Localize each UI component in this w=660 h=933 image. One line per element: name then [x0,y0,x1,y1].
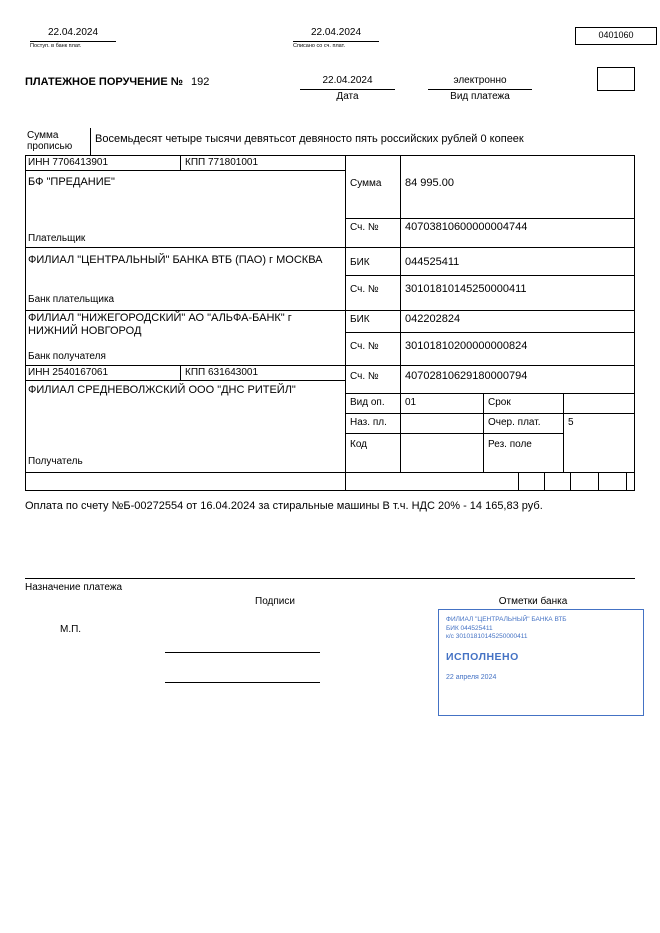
table-border [598,472,599,490]
payer-inn: ИНН 7706413901 [28,157,109,168]
payer-account: 40703810600000004744 [405,221,528,233]
table-border [25,310,635,311]
payee-name: ФИЛИАЛ СРЕДНЕВОЛЖСКИЙ ООО "ДНС РИТЕЙЛ" [28,384,296,396]
priority-value: 5 [568,417,574,428]
table-border [634,155,635,490]
stamp-date: 22 апреля 2024 [446,673,497,681]
doc-title: ПЛАТЕЖНОЕ ПОРУЧЕНИЕ № [25,76,183,88]
payee-account-label: Сч. № [350,371,379,382]
payment-kind-label: Вид платежа [450,91,510,102]
received-date: 22.04.2024 [30,27,116,42]
payer-bank-account-label: Сч. № [350,284,379,295]
bank-stamp [438,609,644,716]
reserve-field-label: Рез. поле [488,439,532,450]
stamp-corr-account: к/с 30101810145250000411 [446,633,528,640]
table-border [25,380,345,381]
table-border [25,490,635,491]
table-border [25,155,26,490]
doc-number: 192 [190,76,210,88]
signatures-label: Подписи [255,596,295,607]
doc-date-label: Дата [336,91,359,102]
table-border [345,393,635,394]
table-border [544,472,545,490]
table-border [25,170,345,171]
pay-purpose-code-label: Наз. пл. [350,417,387,428]
payment-kind: электронно [428,75,532,90]
code-label: Код [350,439,368,450]
table-border [400,155,401,472]
bank-marks-label: Отметки банка [498,596,568,607]
table-border [345,155,346,490]
debited-date: 22.04.2024 [293,27,379,42]
table-border [345,218,635,219]
term-label: Срок [488,397,511,408]
payer-name: БФ "ПРЕДАНИЕ" [28,176,115,188]
table-border [345,433,563,434]
stamp-bank-name: ФИЛИАЛ "ЦЕНТРАЛЬНЫЙ" БАНКА ВТБ [446,616,567,623]
payer-bank-section-label: Банк плательщика [28,294,115,305]
amount-value: 84 995.00 [405,177,454,189]
table-border [563,393,564,472]
table-border [90,128,91,155]
payee-bank-name: ФИЛИАЛ "НИЖЕГОРОДСКИЙ" АО "АЛЬФА-БАНК" г НИЖНИЙ НОВГОРОД [28,312,292,337]
received-date-label: Поступ. в банк плат. [30,43,82,49]
payee-bank-bik: 042202824 [405,313,461,325]
signature-line [165,682,320,683]
table-border [518,472,519,490]
op-kind-value: 01 [405,397,417,408]
table-border [25,155,635,156]
payee-bank-account-label: Сч. № [350,341,379,352]
amount-in-words: Восемьдесят четыре тысячи девятьсот девяносто пять российских рублей 0 копеек [95,133,524,145]
table-border [345,275,635,276]
debited-date-block [293,27,379,50]
signature-line [165,652,320,653]
table-border [626,472,627,490]
payee-inn: ИНН 2540167061 [28,367,109,378]
stamp-status: ИСПОЛНЕНО [446,650,519,663]
payee-bank-account: 30101810200000000824 [405,340,528,352]
payee-bank-bik-label: БИК [350,314,370,325]
amount-in-words-label: Сумма прописью [27,130,73,152]
payment-kind-block [428,75,532,103]
divider-line [25,578,635,579]
doc-title-row [25,76,209,89]
table-border [570,472,571,490]
stamp-bik: БИК 044525411 [446,624,493,632]
table-border [345,332,635,333]
doc-date-block [300,75,395,103]
payer-bank-name: ФИЛИАЛ "ЦЕНТРАЛЬНЫЙ" БАНКА ВТБ (ПАО) г МОСКВА [28,254,323,266]
payment-purpose-text: Оплата по счету №Б-00272554 от 16.04.2024 за стиральные машины В т.ч. НДС 20% - 14 165,83 руб. [25,500,543,512]
payer-kpp: КПП 771801001 [185,157,259,168]
table-border [345,413,635,414]
payer-section-label: Плательщик [28,233,86,244]
payer-account-label: Сч. № [350,222,379,233]
payee-account: 40702810629180000794 [405,370,528,382]
payer-bank-bik: 044525411 [405,256,460,268]
payee-section-label: Получатель [28,456,83,467]
payment-purpose-label: Назначение платежа [25,582,123,593]
status-code-box [597,67,635,91]
form-code: 0401060 [575,27,657,45]
amount-label: Сумма [350,178,382,189]
payee-kpp: КПП 631643001 [185,367,259,378]
payer-bank-bik-label: БИК [350,257,370,268]
debited-date-label: Списано со сч. плат. [293,43,346,49]
table-border [483,393,484,472]
payee-bank-section-label: Банк получателя [28,351,106,362]
op-kind-label: Вид оп. [350,397,385,408]
seal-label: М.П. [60,624,82,635]
priority-label: Очер. плат. [488,417,541,428]
table-border [180,365,181,380]
table-border [25,247,635,248]
table-border [180,155,181,170]
table-border [25,365,635,366]
payer-bank-account: 30101810145250000411 [405,283,527,295]
received-date-block [30,27,116,50]
doc-date: 22.04.2024 [300,75,395,90]
